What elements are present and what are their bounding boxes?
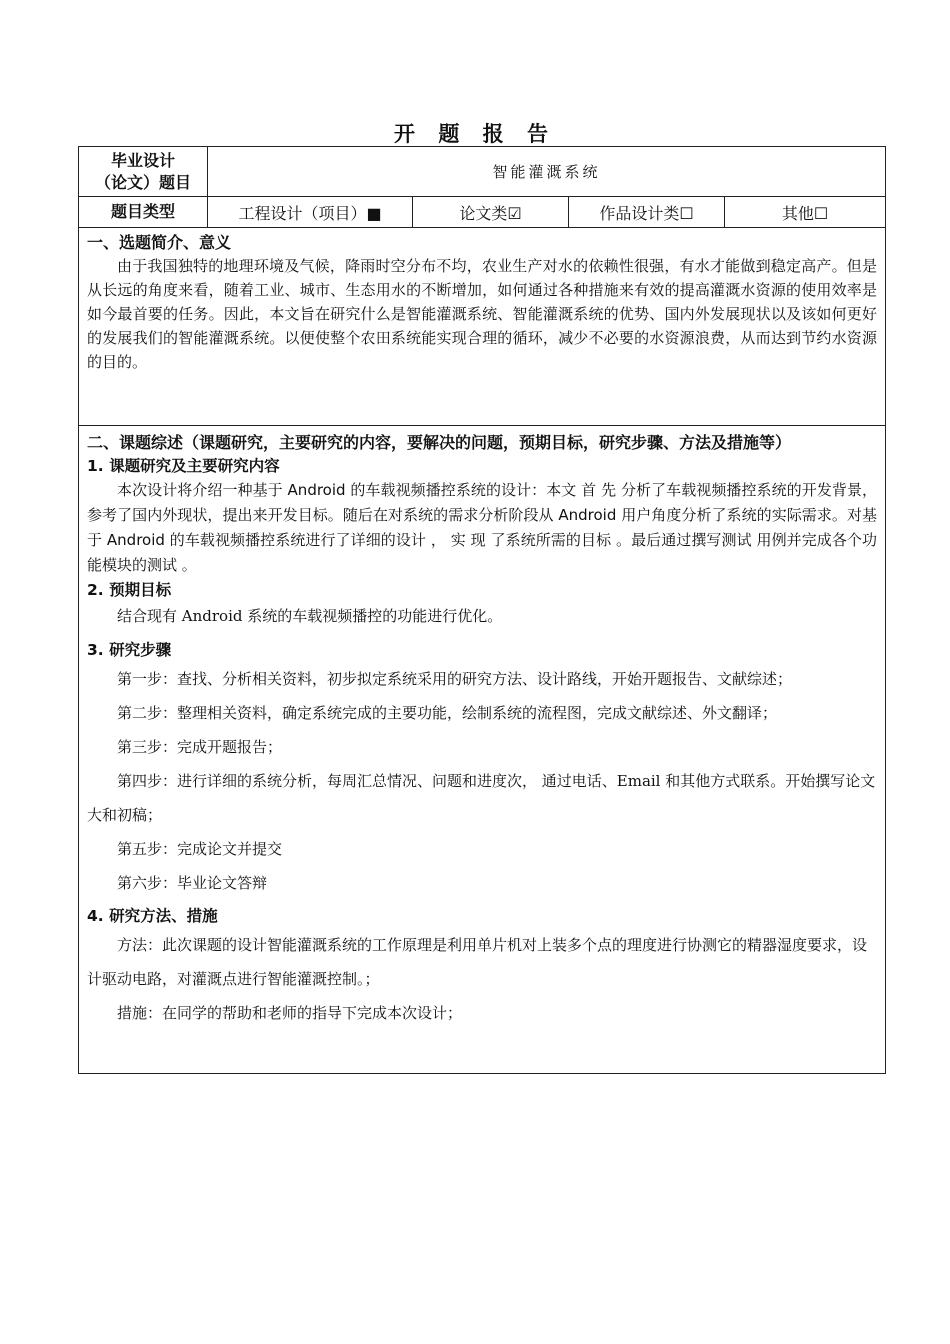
step-5: 第五步：完成论文并提交 bbox=[117, 840, 283, 858]
section2-row bbox=[79, 426, 886, 1074]
section2-heading: 二、课题综述（课题研究，主要研究的内容，要解决的问题，预期目标，研究步骤、方法及措施等） bbox=[87, 433, 792, 452]
section1-heading: 一、选题简介、意义 bbox=[87, 233, 232, 252]
type-label: 题目类型 bbox=[79, 197, 208, 228]
sub4-measure: 措施：在同学的帮助和老师的指导下完成本次设计； bbox=[117, 1004, 463, 1022]
sub1-body: 本次设计将介绍一种基于 Android 的车载视频播控系统的设计：本文 首 先 分析了车载视频播控系统的开发背景，参考了国内外现状，提出来开发目标。随后在对系统的需求分析阶段从 Android 用户角度分析了系统的实际需求。对基于 Android 的车载视频播控系统进行了详细的设计 ， 实 现 了系统所需的目标 。最后通过撰写测试 用例并完成各个功能模块的测试 。 bbox=[87, 481, 878, 574]
topic-value: 智能灌溉系统 bbox=[208, 147, 886, 197]
section2-box bbox=[79, 426, 886, 1074]
section1-box bbox=[79, 228, 886, 426]
step-6: 第六步：毕业论文答辩 bbox=[117, 874, 268, 892]
type-option-works: 作品设计类☐ bbox=[569, 197, 725, 228]
type-option-other: 其他☐ bbox=[725, 197, 886, 228]
step-2: 第二步：整理相关资料，确定系统完成的主要功能，绘制系统的流程图，完成文献综述、外文翻译； bbox=[117, 704, 778, 722]
page-title: 开 题 报 告 bbox=[394, 122, 556, 146]
type-row bbox=[79, 197, 886, 228]
sub3-heading: 3. 研究步骤 bbox=[87, 641, 172, 659]
topic-label bbox=[79, 147, 208, 197]
step-1: 第一步：查找、分析相关资料，初步拟定系统采用的研究方法、设计路线，开始开题报告、文献综述； bbox=[117, 670, 793, 688]
sub4-heading: 4. 研究方法、措施 bbox=[87, 907, 218, 925]
topic-label-line2: （论文）题目 bbox=[94, 172, 191, 192]
step-4: 第四步：进行详细的系统分析，每周汇总情况、问题和进度次， 通过电话、Email 和其他方式联系。开始撰写论文大和初稿； bbox=[87, 772, 876, 824]
section1-row bbox=[79, 228, 886, 426]
sub4-method: 方法：此次课题的设计智能灌溉系统的工作原理是利用单片机对上装多个点的理度进行协测它的精器湿度要求，设计驱动电路，对灌溉点进行智能灌溉控制。； bbox=[87, 936, 868, 988]
step-3: 第三步：完成开题报告； bbox=[117, 738, 283, 756]
sub2-body: 结合现有 Android 系统的车载视频播控的功能进行优化。 bbox=[117, 607, 503, 625]
sub1-heading: 1. 课题研究及主要研究内容 bbox=[87, 457, 280, 475]
type-option-thesis: 论文类☑ bbox=[413, 197, 569, 228]
topic-label-line1: 毕业设计 bbox=[110, 150, 175, 170]
type-option-engineering: 工程设计（项目）■ bbox=[208, 197, 413, 228]
topic-row bbox=[79, 147, 886, 197]
report-table bbox=[78, 146, 886, 1074]
section1-body: 由于我国独特的地理环境及气候，降雨时空分布不均，农业生产对水的依赖性很强，有水才能做到稳定高产。但是从长远的角度来看，随着工业、城市、生态用水的不断增加，如何通过各种措施来有效的提高灌溉水资源的使用效率是如今最首要的任务。因此，本文旨在研究什么是智能灌溉系统、智能灌溉系统的优势、国内外发展现状以及该如何更好的发展我们的智能灌溉系统。以便使整个农田系统能实现合理的循环，减少不必要的水资源浪费，从而达到节约水资源的目的。 bbox=[87, 257, 878, 371]
sub2-heading: 2. 预期目标 bbox=[87, 581, 172, 599]
